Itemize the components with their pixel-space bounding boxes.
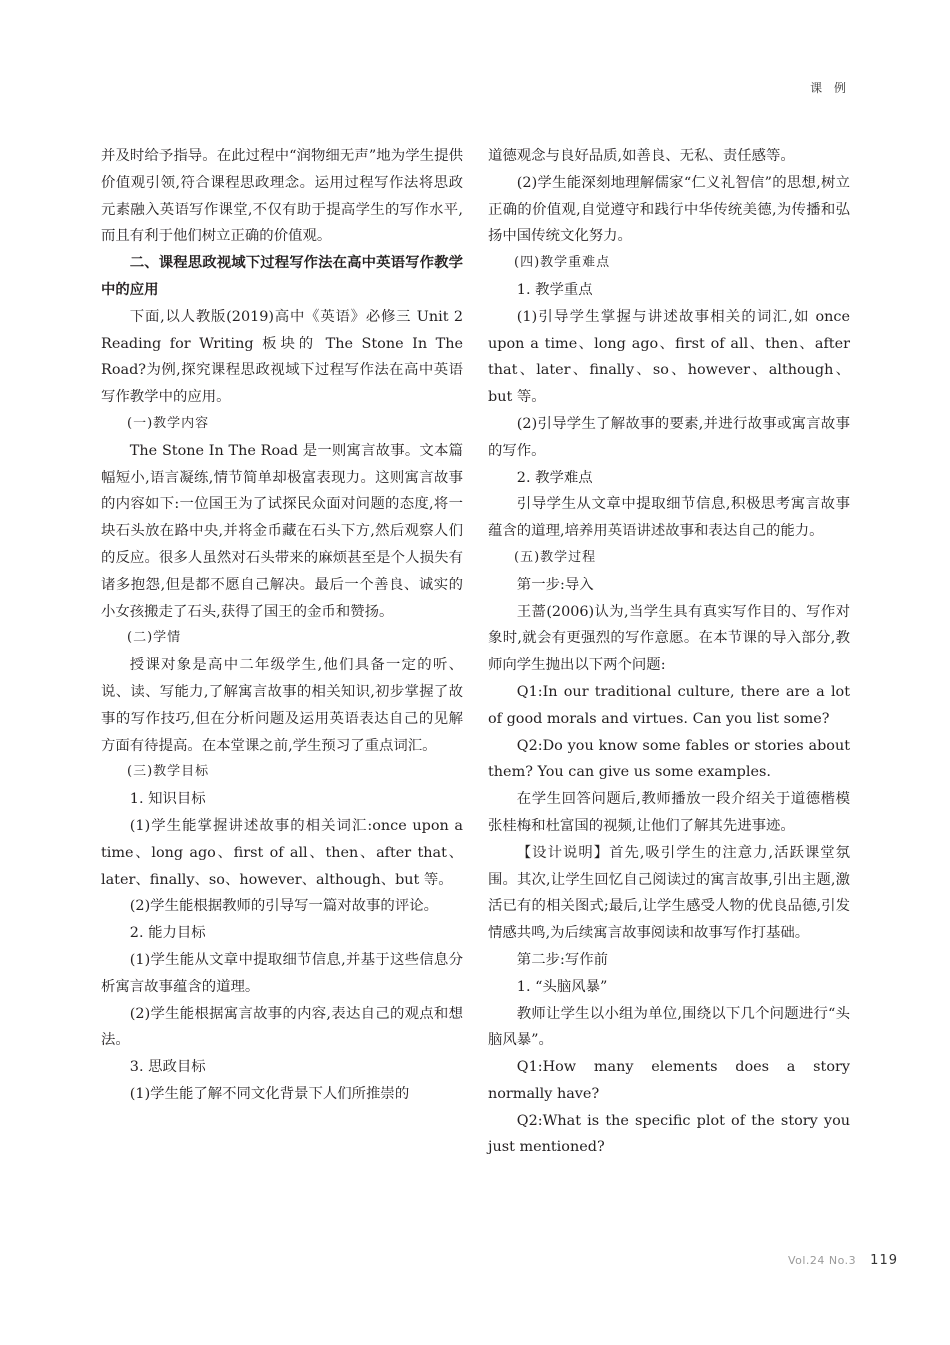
- left-text-column: [101, 143, 463, 1108]
- paragraph: 1. “头脑风暴”: [516, 978, 608, 995]
- paragraph: (2)学生能深刻地理解儒家“仁义礼智信”的思想,树立正确的价值观,自觉遵守和践行中华传统美德,为传播和弘扬中国传统文化努力。: [488, 174, 850, 245]
- paragraph: (1)学生能掌握讲述故事的相关词汇:once upon a time、long ago、first of all、then、after that、later、finally、so、however、although、but 等。: [101, 817, 463, 888]
- paragraph: (2)引导学生了解故事的要素,并进行故事或寓言故事的写作。: [488, 415, 850, 459]
- paragraph: Q2:What is the specific plot of the story you just mentioned?: [488, 1112, 850, 1156]
- continued-paragraph: 并及时给予指导。在此过程中“润物细无声”地为学生提供价值观引领,符合课程思政理念。运用过程写作法将思政元素融入英语写作课堂,不仅有助于提高学生的写作水平,而且有利于他们树立正确的价值观。: [101, 148, 463, 245]
- paragraph: (1)学生能了解不同文化背景下人们所推崇的: [129, 1085, 410, 1102]
- paragraph: 第一步:导入: [516, 576, 594, 593]
- paragraph: 授课对象是高中二年级学生,他们具备一定的听、说、读、写能力,了解寓言故事的相关知识,初步掌握了故事的写作技巧,但在分析问题及运用英语表达自己的见解方面有待提高。在本堂课之前,学生预习了重点词汇。: [101, 657, 463, 754]
- paragraph: Q1:In our traditional culture, there are a lot of good morals and virtues. Can you list some?: [488, 683, 850, 727]
- paragraph: 1. 教学重点: [516, 281, 593, 298]
- paragraph: 3. 思政目标: [129, 1059, 206, 1076]
- paragraph: Q2:Do you know some fables or stories about them? You can give us some examples.: [488, 737, 850, 781]
- paragraph: (1)学生能从文章中提取细节信息,并基于这些信息分析寓言故事蕴含的道理。: [101, 951, 463, 995]
- paragraph: Q1:How many elements does a story normally have?: [488, 1059, 850, 1102]
- subsection-heading: (五)教学过程: [514, 549, 597, 565]
- subsection-heading: (二)学情: [127, 630, 182, 646]
- paragraph: 在学生回答问题后,教师播放一段介绍关于道德楷模张桂梅和杜富国的视频,让他们了解其先进事迹。: [488, 791, 850, 834]
- running-head-section: 课 例: [810, 81, 850, 95]
- right-text-column: [488, 143, 850, 1161]
- paragraph: 【设计说明】首先,吸引学生的注意力,活跃课堂氛围。其次,让学生回忆自己阅读过的寓言故事,引出主题,激活已有的相关图式;最后,让学生感受人物的优良品德,引发情感共鸣,为后续寓言故事阅读和故事写作打基础。: [488, 844, 850, 942]
- section-heading: 二、课程思政视域下过程写作法在高中英语写作教学中的应用: [101, 254, 463, 298]
- page-footer: [788, 1253, 898, 1268]
- subsection-heading: (四)教学重难点: [514, 255, 611, 271]
- issue-number: Vol.24 No.3: [787, 1254, 857, 1267]
- paragraph: 引导学生从文章中提取细节信息,积极思考寓言故事蕴含的道理,培养用英语讲述故事和表达自己的能力。: [488, 496, 850, 540]
- paragraph: 1. 知识目标: [129, 791, 206, 808]
- paragraph: (2)学生能根据寓言故事的内容,表达自己的观点和想法。: [101, 1005, 463, 1049]
- paragraph: The Stone In The Road 是一则寓言故事。文本篇幅短小,语言凝练,情节简单却极富表现力。这则寓言故事的内容如下:一位国王为了试探民众面对问题的态度,将一块石头放在路中央,并将金币藏在石头下方,然后观察人们的反应。很多人虽然对石头带来的麻烦甚至是个人损失有诸多抱怨,但是都不愿自己解决。最后一个善良、诚实的小女孩搬走了石头,获得了国王的金币和赞扬。: [101, 442, 463, 620]
- paragraph: 下面,以人教版(2019)高中《英语》必修三 Unit 2 Reading for Writing 板块的 The Stone In The Road?为例,探究课程思政视域下过程写作法在高中英语写作教学中的应用。: [101, 308, 463, 406]
- paragraph: 2. 教学难点: [516, 469, 593, 486]
- paragraph: 第二步:写作前: [516, 951, 608, 968]
- paragraph: 王蔷(2006)认为,当学生具有真实写作目的、写作对象时,就会有更强烈的写作意愿。在本节课的导入部分,教师向学生抛出以下两个问题:: [488, 603, 850, 674]
- paragraph: 2. 能力目标: [129, 925, 206, 942]
- continued-paragraph: 道德观念与良好品质,如善良、无私、责任感等。: [488, 148, 795, 164]
- page-number: 119: [870, 1253, 898, 1268]
- subsection-heading: (三)教学目标: [127, 764, 210, 780]
- paragraph: (1)引导学生掌握与讲述故事相关的词汇,如 once upon a time、long ago、first of all、then、after that、later、finally、so、however、although、but 等。: [488, 308, 850, 406]
- subsection-heading: (一)教学内容: [127, 415, 210, 431]
- paragraph: 教师让学生以小组为单位,围绕以下几个问题进行“头脑风暴”。: [488, 1005, 850, 1049]
- paragraph: (2)学生能根据教师的引导写一篇对故事的评论。: [129, 898, 438, 915]
